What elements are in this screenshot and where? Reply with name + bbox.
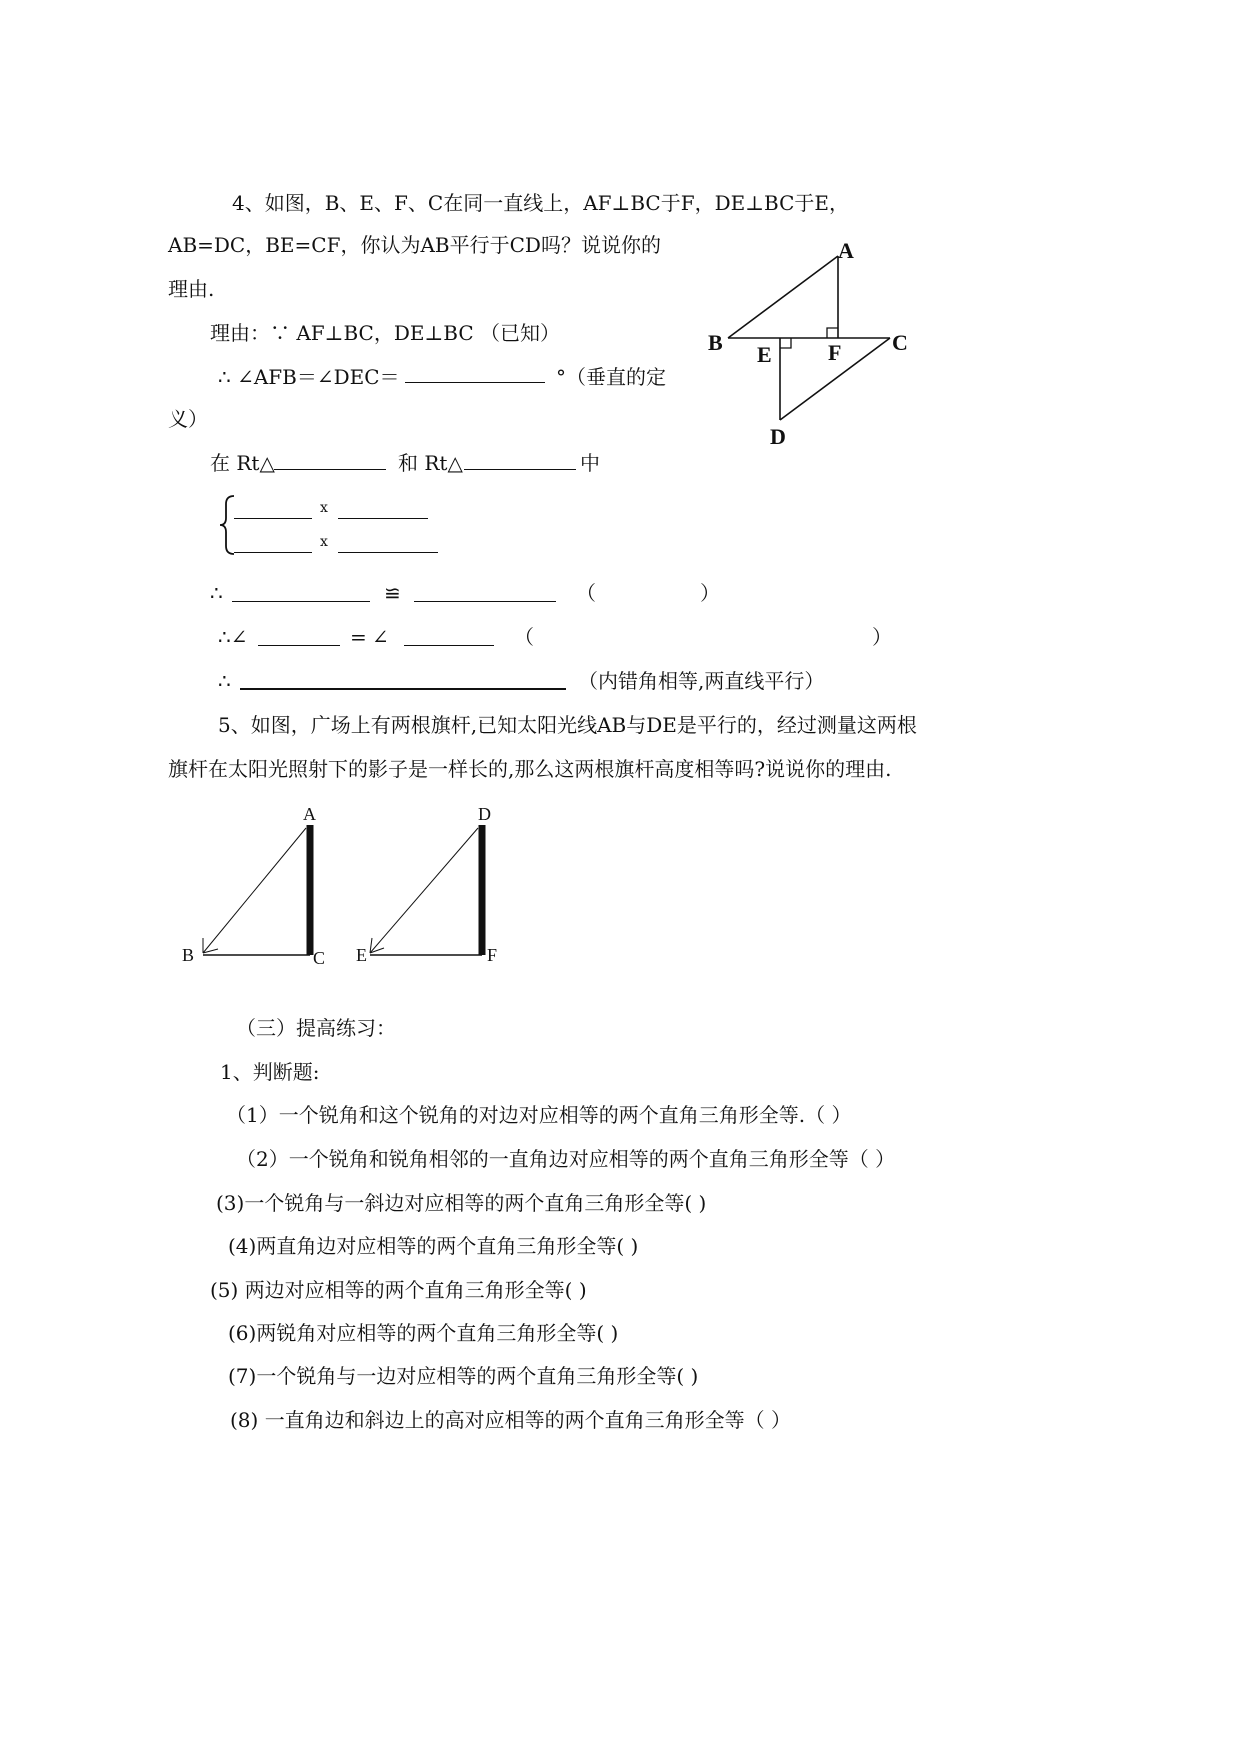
cond-mark-2: ⅹ [320, 534, 328, 550]
q5-line2: 旗杆在太阳光照射下的影子是一样长的,那么这两根旗杆高度相等吗?说说你的理由. [168, 757, 892, 781]
judge-item-1: （1）一个锐角和这个锐角的对边对应相等的两个直角三角形全等.（ ） [226, 1103, 852, 1127]
judge-item-8: (8) 一直角边和斜边上的高对应相等的两个直角三角形全等（ ） [230, 1408, 792, 1432]
q5-line1: 5、如图，广场上有两根旗杆,已知太阳光线AB与DE是平行的，经过测量这两根 [218, 713, 917, 737]
fig4-label-B: B [708, 330, 723, 355]
judge-item-3: (3)一个锐角与一斜边对应相等的两个直角三角形全等( ) [216, 1191, 707, 1215]
judge-item-6: (6)两锐角对应相等的两个直角三角形全等( ) [228, 1321, 619, 1345]
cond-mark-1: ⅹ [320, 500, 328, 516]
judge-item-4: (4)两直角边对应相等的两个直角三角形全等( ) [228, 1234, 639, 1258]
fig5-label-C: C [313, 948, 326, 968]
q4-line3: 理由. [168, 277, 215, 301]
fig4-label-D: D [770, 424, 786, 449]
angle-symbol: ∠ [372, 625, 389, 649]
q4-and-rt: 和 Rt△ [398, 451, 463, 475]
fig4-label-A: A [838, 238, 854, 263]
judge-title: 1、判断题: [220, 1060, 320, 1084]
fig5-label-B: B [182, 945, 195, 965]
ray-AB [203, 828, 306, 953]
q4-line2: AB=DC，BE=CF，你认为AB平行于CD吗？说说你的 [168, 233, 661, 257]
paren-open-2: （ [514, 625, 534, 649]
fig4-label-C: C [892, 330, 908, 355]
fig5-label-D: D [478, 804, 491, 824]
q4-middle: 中 [580, 451, 600, 475]
section3-title: （三）提高练习： [236, 1016, 396, 1040]
equals-sign: = [350, 625, 367, 649]
fig5-label-E: E [356, 945, 367, 965]
q4-angle-suffix2: 义） [168, 407, 208, 431]
paren-close-2: ） [872, 625, 892, 649]
judge-item-2: （2）一个锐角和锐角相邻的一直角边对应相等的两个直角三角形全等（ ） [236, 1147, 896, 1171]
congruent-symbol: ≌ [384, 581, 401, 605]
q4-angle-suffix: °（垂直的定 [556, 365, 666, 389]
q4-reason: 理由：∵ AF⊥BC，DE⊥BC （已知） [210, 321, 561, 345]
fig5-label-F: F [487, 945, 498, 965]
q4-in-rt: 在 Rt△ [210, 451, 275, 475]
fig4-label-E: E [757, 342, 772, 367]
fig4-label-F: F [828, 340, 842, 365]
paren-open-1: （ [576, 581, 596, 605]
ray-DE [370, 828, 478, 953]
therefore-3: ∴ [218, 669, 231, 693]
conclusion-reason: （内错角相等,两直线平行） [578, 669, 825, 693]
therefore-angle: ∴∠ [218, 625, 248, 649]
paren-close-1: ） [700, 581, 720, 605]
q4-line1: 4、如图，B、E、F、C在同一直线上，AF⊥BC于F，DE⊥BC于E， [232, 191, 849, 215]
therefore-1: ∴ [210, 581, 223, 605]
judge-item-5: (5) 两边对应相等的两个直角三角形全等( ) [210, 1278, 587, 1302]
q4-angle-prefix: ∴ ∠AFB＝∠DEC＝ [218, 365, 400, 389]
fig5-label-A: A [303, 804, 316, 824]
judge-item-7: (7)一个锐角与一边对应相等的两个直角三角形全等( ) [228, 1364, 699, 1388]
